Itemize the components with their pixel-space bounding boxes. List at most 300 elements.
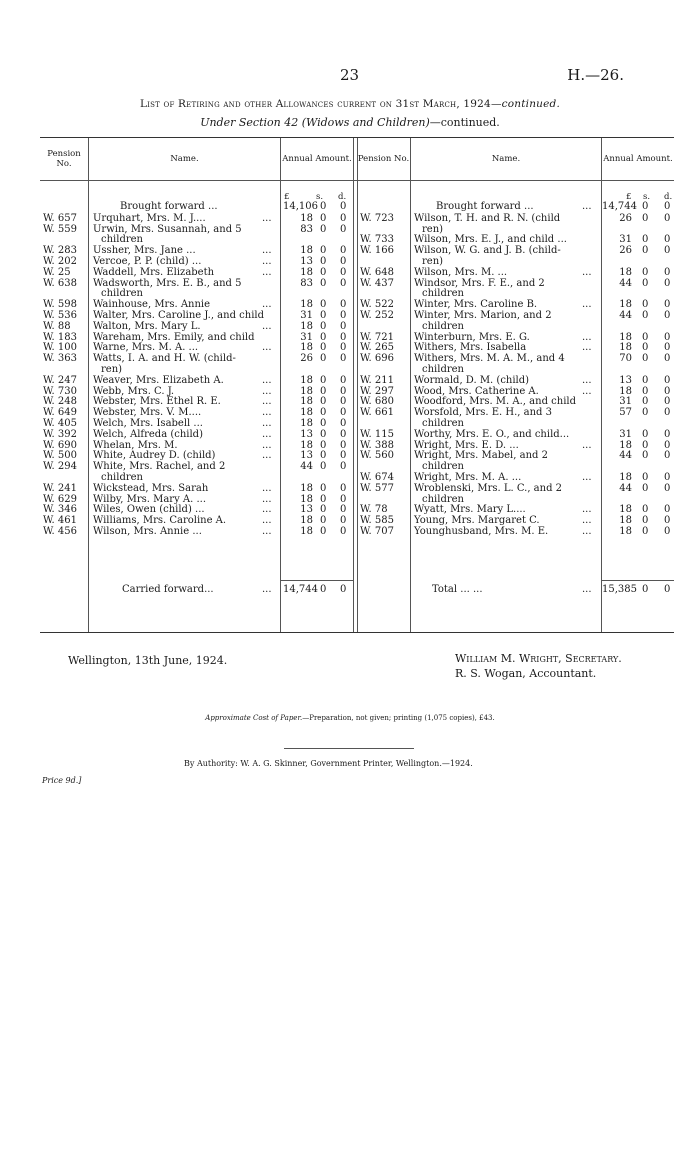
amount-pence: 0 <box>340 331 347 343</box>
leader-dots: ... <box>582 299 592 311</box>
pension-number: W. 456 <box>43 526 77 537</box>
subtitle-main: Under Section 42 (Widows and Children) <box>200 116 430 129</box>
title-main: List of Retiring and other Allowances current on 31st March, 1924 <box>139 98 491 110</box>
total-row <box>40 585 674 596</box>
leader-dots: ... <box>582 266 592 278</box>
pension-number: W. 707 <box>360 526 394 537</box>
amount-shillings: 0 <box>320 428 327 440</box>
amount-pence: 0 <box>664 515 671 527</box>
header-name-left: Name. <box>170 154 199 164</box>
pensioner-name: Welch, Alfreda (child) <box>93 428 203 440</box>
amount-pounds: 18 <box>300 396 313 408</box>
pensioner-name: Walton, Mrs. Mary L. <box>93 320 201 332</box>
pension-number: W. 674 <box>360 472 394 483</box>
leader-dots: ... <box>262 450 272 462</box>
pensioner-name: Williams, Mrs. Caroline A. <box>93 515 227 527</box>
amount-shillings: 0 <box>320 331 327 343</box>
leader-dots: ... <box>262 407 272 419</box>
pensioner-name: children <box>422 493 464 505</box>
amount-pence: 0 <box>664 310 671 321</box>
pensioner-name: Wilson, Mrs. Annie ... <box>93 526 202 537</box>
pension-number: W. 388 <box>360 439 394 451</box>
pension-number: W. 405 <box>43 418 77 429</box>
amount-pence: 0 <box>664 396 671 408</box>
pension-number: W. 248 <box>43 396 77 408</box>
amount-pounds: 18 <box>300 493 313 505</box>
table-row <box>40 451 674 473</box>
leader-dots: ... <box>582 331 592 343</box>
amount-shillings: 0 <box>642 342 649 354</box>
pension-number: W. 733 <box>360 234 394 246</box>
amount-pence: 0 <box>664 331 671 343</box>
pensioner-name: Weaver, Mrs. Elizabeth A. <box>93 374 224 386</box>
brought-forward-pence: 0 <box>664 201 671 212</box>
pensioner-name: children <box>422 461 464 473</box>
pensioner-name: White, Audrey D. (child) <box>93 450 216 462</box>
pensioner-name: Woodford, Mrs. M. A., and child <box>414 396 576 408</box>
leader-dots: ... <box>582 515 592 527</box>
footer-rule <box>284 748 414 749</box>
carried-forward-amount: 14,744 <box>283 584 318 595</box>
pensioner-name: children <box>422 363 464 375</box>
amount-shillings: 0 <box>320 353 327 365</box>
header-pension-no-right: Pension No. <box>357 154 410 164</box>
amount-pence: 0 <box>340 461 347 473</box>
pensioner-name: children <box>101 288 143 300</box>
amount-pounds: 18 <box>300 212 313 224</box>
leader-dots: ... <box>262 374 272 386</box>
brought-forward-row <box>40 202 674 213</box>
amount-pounds: 18 <box>300 320 313 332</box>
amount-pence: 0 <box>664 245 671 257</box>
pensioner-name: Wright, Mrs. Mabel, and 2 <box>414 450 548 462</box>
pension-number: W. 696 <box>360 353 394 365</box>
pension-number: W. 560 <box>360 450 394 462</box>
pensioner-name: Winterburn, Mrs. E. G. <box>414 331 530 343</box>
amount-pence: 0 <box>340 450 347 462</box>
amount-shillings: 0 <box>642 245 649 257</box>
amount-pounds: 31 <box>300 331 313 343</box>
amount-pence: 0 <box>340 482 347 494</box>
total-dots: ... <box>582 584 592 595</box>
pensioner-name: Wadsworth, Mrs. E. B., and 5 <box>93 277 242 289</box>
pension-number: W. 88 <box>43 320 71 332</box>
pensioner-name: Wyatt, Mrs. Mary L.... <box>414 504 526 516</box>
table-row <box>40 430 674 441</box>
table-row <box>40 484 674 506</box>
price: Price 9d.] <box>42 776 82 785</box>
pension-number: W. 363 <box>43 353 77 365</box>
pension-number: W. 202 <box>43 256 77 267</box>
header-amount-right: Annual Amount. <box>603 154 673 164</box>
brought-forward-label: Brought forward ... <box>436 201 534 212</box>
amount-pounds: 26 <box>300 353 313 365</box>
leader-dots: ... <box>262 439 272 451</box>
table-row <box>40 343 674 354</box>
table-row <box>40 354 674 376</box>
leader-dots: ... <box>582 385 592 397</box>
amount-pence: 0 <box>664 299 671 311</box>
amount-pounds: 18 <box>300 385 313 397</box>
leader-dots: ... <box>262 504 272 516</box>
leader-dots: ... <box>262 320 272 332</box>
pension-number: W. 78 <box>360 504 388 516</box>
pensioner-name: Wood, Mrs. Catherine A. <box>414 385 539 397</box>
pensioner-name: White, Mrs. Rachel, and 2 <box>93 461 226 473</box>
amount-pence: 0 <box>340 320 347 332</box>
leader-dots: ... <box>582 472 592 483</box>
pensioner-name: Windsor, Mrs. F. E., and 2 <box>414 277 545 289</box>
amount-pounds: 83 <box>300 277 313 289</box>
header-amount-left: Annual Amount. <box>282 154 352 164</box>
pension-number: W. 247 <box>43 374 77 386</box>
table-row <box>40 516 674 527</box>
pensioner-name: ren) <box>422 255 444 267</box>
pensioner-name: Webb, Mrs. C. J. <box>93 385 175 397</box>
brought-forward-amount: 14,744 <box>602 201 637 212</box>
carried-forward-shillings: 0 <box>320 584 327 595</box>
leader-dots: ... <box>262 342 272 354</box>
leader-dots: ... <box>262 256 272 267</box>
pension-number: W. 297 <box>360 385 394 397</box>
amount-shillings: 0 <box>642 450 649 462</box>
amount-pounds: 31 <box>300 310 313 321</box>
leader-dots: ... <box>582 504 592 516</box>
pension-number: W. 629 <box>43 493 77 505</box>
amount-pounds: 26 <box>619 212 632 224</box>
shilling-label-left: s. <box>316 192 324 202</box>
pensioner-name: Wright, Mrs. E. D. ... <box>414 439 519 451</box>
amount-pounds: 18 <box>300 245 313 257</box>
pension-number: W. 723 <box>360 212 394 224</box>
pension-number: W. 680 <box>360 396 394 408</box>
amount-shillings: 0 <box>320 385 327 397</box>
pension-number: W. 577 <box>360 482 394 494</box>
signatory-accountant: R. S. Wogan, Accountant. <box>455 667 597 680</box>
amount-pence: 0 <box>340 396 347 408</box>
amount-pounds: 18 <box>300 418 313 429</box>
amount-pence: 0 <box>340 439 347 451</box>
table-row <box>40 408 674 430</box>
pension-number: W. 730 <box>43 385 77 397</box>
leader-dots: ... <box>262 245 272 257</box>
pension-number: W. 500 <box>43 450 77 462</box>
amount-pence: 0 <box>340 266 347 278</box>
amount-pounds: 18 <box>300 526 313 537</box>
table-row <box>40 300 674 311</box>
amount-shillings: 0 <box>320 245 327 257</box>
amount-pence: 0 <box>340 223 347 235</box>
sum-rule-right <box>601 580 674 581</box>
amount-pence: 0 <box>340 299 347 311</box>
table-row <box>40 376 674 387</box>
pensioner-name: children <box>422 320 464 332</box>
amount-shillings: 0 <box>642 439 649 451</box>
leader-dots: ... <box>582 526 592 537</box>
amount-pence: 0 <box>340 256 347 267</box>
total-pence: 0 <box>664 584 671 595</box>
pensioner-name: ren) <box>101 363 123 375</box>
amount-pounds: 18 <box>619 526 632 537</box>
pension-number: W. 461 <box>43 515 77 527</box>
pension-number: W. 690 <box>43 439 77 451</box>
pension-number: W. 437 <box>360 277 394 289</box>
cost-note <box>0 714 700 722</box>
amount-shillings: 0 <box>642 310 649 321</box>
amount-shillings: 0 <box>320 515 327 527</box>
amount-shillings: 0 <box>320 320 327 332</box>
pensioner-name: Urwin, Mrs. Susannah, and 5 <box>93 223 242 235</box>
pension-number: W. 657 <box>43 212 77 224</box>
pence-label-right: d. <box>664 192 673 202</box>
amount-pence: 0 <box>664 439 671 451</box>
amount-shillings: 0 <box>320 396 327 408</box>
amount-pounds: 18 <box>619 515 632 527</box>
amount-pence: 0 <box>340 245 347 257</box>
amount-pounds: 13 <box>619 374 632 386</box>
signatory-secretary: William M. Wright, Secretary. <box>455 652 622 665</box>
pensioner-name: Wiles, Owen (child) ... <box>93 504 205 516</box>
pensioner-name: children <box>422 288 464 300</box>
pension-number: W. 294 <box>43 461 77 473</box>
table-row <box>40 527 674 538</box>
amount-shillings: 0 <box>320 374 327 386</box>
pension-number: W. 392 <box>43 428 77 440</box>
amount-pence: 0 <box>664 277 671 289</box>
amount-shillings: 0 <box>642 277 649 289</box>
amount-pence: 0 <box>340 310 347 321</box>
carried-forward-label: Carried forward... <box>122 584 214 595</box>
cost-text: —Preparation, not given; printing (1,075 copies), £43. <box>302 714 495 722</box>
pensioner-name: Walter, Mrs. Caroline J., and child <box>93 310 264 321</box>
pensioner-name: Winter, Mrs. Marion, and 2 <box>414 310 552 321</box>
amount-shillings: 0 <box>320 256 327 267</box>
amount-shillings: 0 <box>642 482 649 494</box>
pensioner-name: Ussher, Mrs. Jane ... <box>93 245 196 257</box>
amount-pounds: 13 <box>300 256 313 267</box>
pension-number: W. 346 <box>43 504 77 516</box>
brought-forward-label: Brought forward ... <box>120 201 218 212</box>
brought-forward-dots: ... <box>582 201 592 212</box>
printer-authority: By Authority: W. A. G. Skinner, Government Printer, Wellington.—1924. <box>184 759 473 768</box>
pensioner-name: Worsfold, Mrs. E. H., and 3 <box>414 407 552 419</box>
table-row <box>40 268 674 279</box>
pensioner-name: Wickstead, Mrs. Sarah <box>93 482 209 494</box>
amount-pence: 0 <box>340 407 347 419</box>
amount-shillings: 0 <box>642 299 649 311</box>
document-title <box>0 98 700 110</box>
pensioner-name: Wilson, T. H. and R. N. (child <box>414 212 561 224</box>
amount-pounds: 44 <box>619 310 632 321</box>
amount-pounds: 18 <box>619 342 632 354</box>
pension-number: W. 241 <box>43 482 77 494</box>
pension-number: W. 648 <box>360 266 394 278</box>
amount-shillings: 0 <box>320 212 327 224</box>
pensioner-name: Urquhart, Mrs. M. J.... <box>93 212 206 224</box>
page-reference: H.—26. <box>567 66 624 84</box>
pensioner-name: Younghusband, Mrs. M. E. <box>414 526 549 537</box>
pension-number: W. 283 <box>43 245 77 257</box>
amount-shillings: 0 <box>320 493 327 505</box>
amount-pence: 0 <box>340 515 347 527</box>
leader-dots: ... <box>262 515 272 527</box>
shilling-label-right: s. <box>643 192 651 202</box>
amount-pence: 0 <box>340 418 347 429</box>
pensioner-name: Vercoe, P. P. (child) ... <box>93 256 202 267</box>
place-date: Wellington, 13th June, 1924. <box>68 654 228 667</box>
amount-shillings: 0 <box>642 526 649 537</box>
leader-dots: ... <box>262 396 272 408</box>
pensioner-name: Worthy, Mrs. E. O., and child... <box>414 428 570 440</box>
amount-shillings: 0 <box>642 266 649 278</box>
brought-forward-pence: 0 <box>340 201 347 212</box>
pensioner-name: Wormald, D. M. (child) <box>414 374 530 386</box>
leader-dots: ... <box>262 385 272 397</box>
leader-dots: ... <box>262 482 272 494</box>
leader-dots: ... <box>582 342 592 354</box>
pensioner-name: Waddell, Mrs. Elizabeth <box>93 266 215 278</box>
amount-pence: 0 <box>664 353 671 365</box>
amount-shillings: 0 <box>320 266 327 278</box>
amount-shillings: 0 <box>320 277 327 289</box>
amount-pounds: 18 <box>300 515 313 527</box>
amount-shillings: 0 <box>320 418 327 429</box>
header-pension-no-left: Pension No. <box>47 149 81 169</box>
amount-shillings: 0 <box>320 482 327 494</box>
table-row <box>40 473 674 484</box>
amount-pounds: 18 <box>300 299 313 311</box>
pension-number: W. 252 <box>360 310 394 321</box>
pensioner-name: children <box>101 234 143 246</box>
amount-pence: 0 <box>664 374 671 386</box>
leader-dots: ... <box>582 439 592 451</box>
amount-pence: 0 <box>664 526 671 537</box>
amount-pounds: 26 <box>619 245 632 257</box>
brought-forward-amount: 14,106 <box>283 201 318 212</box>
leader-dots: ... <box>262 428 272 440</box>
pension-number: W. 25 <box>43 266 71 278</box>
cost-label: Approximate Cost of Paper. <box>205 714 303 722</box>
amount-pounds: 44 <box>619 277 632 289</box>
leader-dots: ... <box>262 266 272 278</box>
pension-number: W. 559 <box>43 223 77 235</box>
page-number: 23 <box>340 66 360 84</box>
pensioner-name: Welch, Mrs. Isabell ... <box>93 418 203 429</box>
amount-pounds: 44 <box>619 482 632 494</box>
leader-dots: ... <box>262 212 272 224</box>
amount-pence: 0 <box>664 428 671 440</box>
pensioner-name: Webster, Mrs. Ethel R. E. <box>93 396 221 408</box>
amount-pence: 0 <box>340 526 347 537</box>
pension-number: W. 265 <box>360 342 394 354</box>
title-continued: —continued. <box>490 98 560 110</box>
pensioner-name: Wright, Mrs. M. A. ... <box>414 472 522 483</box>
total-amount: 15,385 <box>602 584 637 595</box>
header-rule <box>40 180 674 181</box>
amount-pounds: 70 <box>619 353 632 365</box>
pensioner-name: Wilson, Mrs. E. J., and child ... <box>414 234 567 246</box>
amount-shillings: 0 <box>642 504 649 516</box>
amount-pounds: 44 <box>619 450 632 462</box>
amount-shillings: 0 <box>642 331 649 343</box>
pensioner-name: Wainhouse, Mrs. Annie <box>93 299 211 311</box>
pension-number: W. 585 <box>360 515 394 527</box>
amount-pounds: 18 <box>300 482 313 494</box>
amount-shillings: 0 <box>320 407 327 419</box>
amount-pounds: 57 <box>619 407 632 419</box>
amount-pence: 0 <box>664 472 671 483</box>
amount-pounds: 44 <box>300 461 313 473</box>
pension-number: W. 649 <box>43 407 77 419</box>
total-label: Total ... ... <box>432 584 483 595</box>
header-name-right: Name. <box>491 154 521 164</box>
pensioner-name: ren) <box>422 223 444 235</box>
amount-pounds: 13 <box>300 428 313 440</box>
amount-pounds: 18 <box>300 266 313 278</box>
amount-pounds: 18 <box>300 374 313 386</box>
amount-pence: 0 <box>340 385 347 397</box>
table-row <box>40 246 674 268</box>
amount-pounds: 18 <box>619 385 632 397</box>
pensioner-name: children <box>101 471 143 483</box>
amount-shillings: 0 <box>320 504 327 516</box>
allowances-table <box>40 137 674 633</box>
pensioner-name: children <box>422 417 464 429</box>
table-row <box>40 441 674 452</box>
pensioner-name: Whelan, Mrs. M. <box>93 439 178 451</box>
table-row <box>40 235 674 246</box>
pension-number: W. 598 <box>43 299 77 311</box>
amount-pounds: 31 <box>619 396 632 408</box>
amount-pence: 0 <box>340 277 347 289</box>
pensioner-name: Young, Mrs. Margaret C. <box>414 515 540 527</box>
amount-pounds: 13 <box>300 450 313 462</box>
amount-pence: 0 <box>340 374 347 386</box>
pension-number: W. 721 <box>360 331 394 343</box>
amount-pounds: 18 <box>300 407 313 419</box>
pension-number: W. 661 <box>360 407 394 419</box>
amount-shillings: 0 <box>642 353 649 365</box>
amount-shillings: 0 <box>320 526 327 537</box>
pension-number: W. 100 <box>43 342 77 354</box>
amount-shillings: 0 <box>642 212 649 224</box>
table-row <box>40 505 674 516</box>
amount-pounds: 18 <box>619 504 632 516</box>
pensioner-name: Winter, Mrs. Caroline B. <box>414 299 538 311</box>
amount-shillings: 0 <box>642 428 649 440</box>
amount-shillings: 0 <box>642 515 649 527</box>
amount-pounds: 18 <box>619 299 632 311</box>
leader-dots: ... <box>262 299 272 311</box>
amount-pence: 0 <box>664 385 671 397</box>
table-row <box>40 279 674 301</box>
amount-pounds: 18 <box>300 342 313 354</box>
brought-forward-shillings: 0 <box>642 201 649 212</box>
amount-shillings: 0 <box>320 439 327 451</box>
leader-dots: ... <box>262 526 272 537</box>
table-row <box>40 333 674 344</box>
amount-pence: 0 <box>664 407 671 419</box>
amount-pence: 0 <box>664 234 671 246</box>
amount-pence: 0 <box>664 450 671 462</box>
amount-shillings: 0 <box>642 374 649 386</box>
pension-number: W. 166 <box>360 245 394 257</box>
amount-pence: 0 <box>340 428 347 440</box>
pension-number: W. 638 <box>43 277 77 289</box>
pound-label-right: £ <box>626 192 632 202</box>
amount-shillings: 0 <box>320 461 327 473</box>
pensioner-name: Webster, Mrs. V. M.... <box>93 407 202 419</box>
